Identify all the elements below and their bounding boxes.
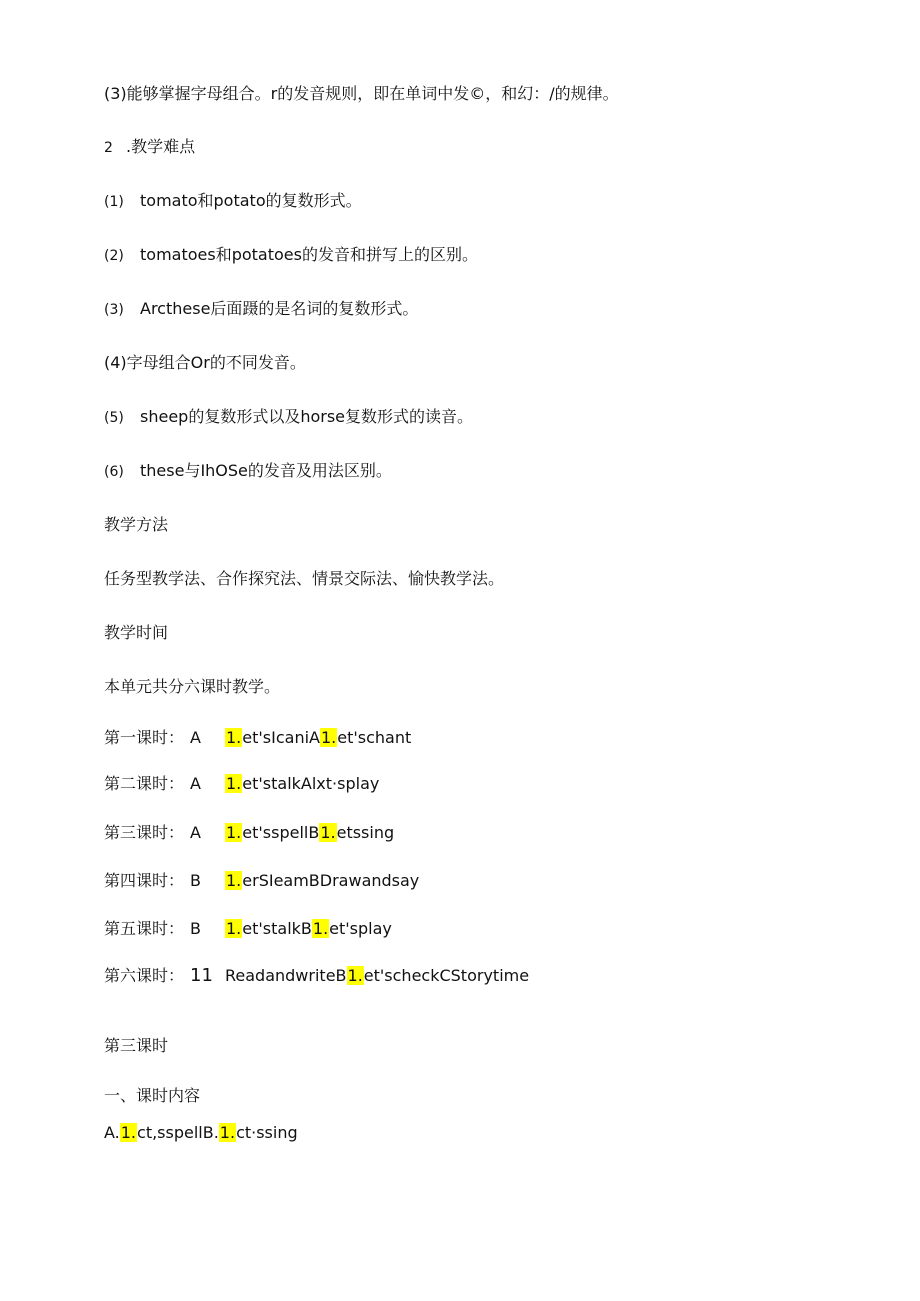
highlight-mark: 1. bbox=[226, 823, 242, 842]
highlight-mark: 1. bbox=[120, 1123, 137, 1142]
lesson-label: 第三课时： bbox=[104, 823, 185, 842]
time-text: 本单元共分六课时教学。 bbox=[104, 677, 281, 696]
lesson-row bbox=[104, 870, 419, 892]
difficulty-item-2 bbox=[104, 244, 478, 267]
lesson-row bbox=[104, 822, 394, 844]
difficulty-item-1 bbox=[104, 190, 362, 213]
lesson-text: et'splay bbox=[329, 919, 392, 938]
lesson-label: 第四课时： bbox=[104, 871, 185, 890]
time-title: 教学时间 bbox=[104, 623, 169, 642]
heading-difficulties bbox=[104, 136, 195, 159]
item-text: these与IhOSe的发音及用法区别。 bbox=[140, 461, 392, 480]
item-number: (5) bbox=[104, 410, 124, 426]
method-title: 教学方法 bbox=[104, 515, 169, 534]
content-text: ct,sspellB. bbox=[137, 1123, 219, 1142]
difficulty-item-5 bbox=[104, 406, 473, 429]
lesson-part: B bbox=[190, 919, 201, 938]
lesson-text: et'sspellB bbox=[242, 823, 320, 842]
highlight-mark: 1. bbox=[226, 774, 242, 793]
lesson-text: et'schant bbox=[337, 728, 412, 747]
content-text: ct·ssing bbox=[236, 1123, 298, 1142]
highlight-mark: 1. bbox=[312, 919, 329, 938]
lesson-label: 第二课时： bbox=[104, 774, 185, 793]
highlight-mark: 1. bbox=[320, 728, 337, 747]
objective-line-3: (3)能够掌握字母组合。r的发音规则，即在单词中发©，和幻：/的规律。 bbox=[104, 84, 619, 103]
lesson-part: A bbox=[190, 728, 201, 747]
lesson-text: et'stalkAlxt·splay bbox=[242, 774, 380, 793]
item-text: tomato和potato的复数形式。 bbox=[140, 191, 362, 210]
item-text: Arcthese后面蹑的是名词的复数形式。 bbox=[140, 299, 419, 318]
lesson-label: 第五课时： bbox=[104, 919, 185, 938]
lesson-row bbox=[104, 918, 392, 940]
lesson-text: ReadandwriteB bbox=[225, 966, 347, 985]
lesson-text: etssing bbox=[336, 823, 395, 842]
highlight-mark: 1. bbox=[347, 966, 363, 985]
lesson-text: et'sIcaniA bbox=[242, 728, 320, 747]
section-subtitle: 一、课时内容 bbox=[104, 1086, 201, 1105]
item-number: (3) bbox=[104, 302, 124, 318]
lesson-label: 第六课时： bbox=[104, 966, 185, 985]
highlight-mark: 1. bbox=[320, 823, 336, 842]
lesson-part: A bbox=[190, 823, 201, 842]
highlight-mark: 1. bbox=[226, 871, 242, 890]
item-text: tomatoes和potatoes的发音和拼写上的区别。 bbox=[140, 245, 478, 264]
method-text: 任务型教学法、合作探究法、情景交际法、愉快教学法。 bbox=[104, 569, 505, 588]
lesson-text: erSIeamBDrawandsay bbox=[242, 871, 420, 890]
item-number: (2) bbox=[104, 248, 124, 264]
lesson-row bbox=[104, 727, 411, 749]
highlight-mark: 1. bbox=[226, 919, 242, 938]
section-content bbox=[104, 1122, 298, 1144]
heading-text: .教学难点 bbox=[126, 137, 196, 156]
item-number: (1) bbox=[104, 194, 124, 210]
highlight-mark: 1. bbox=[219, 1123, 236, 1142]
lesson-text: et'stalkB bbox=[242, 919, 312, 938]
difficulty-item-3 bbox=[104, 298, 418, 321]
lesson-part: A bbox=[190, 774, 201, 793]
highlight-mark: 1. bbox=[226, 728, 242, 747]
content-prefix: A. bbox=[104, 1123, 120, 1142]
lesson-part: B bbox=[190, 871, 201, 890]
lesson-row bbox=[104, 965, 529, 987]
lesson-text: et'scheckCStorytime bbox=[363, 966, 530, 985]
difficulty-item-4: (4)字母组合Or的不同发音。 bbox=[104, 353, 306, 372]
lesson-row bbox=[104, 773, 379, 795]
difficulty-item-6 bbox=[104, 460, 392, 483]
lesson-part: 11 bbox=[190, 965, 213, 986]
item-number: (6) bbox=[104, 464, 124, 480]
lesson-label: 第一课时： bbox=[104, 728, 185, 747]
heading-number: 2 bbox=[104, 140, 113, 156]
section-title: 第三课时 bbox=[104, 1036, 169, 1055]
item-text: sheep的复数形式以及horse复数形式的读音。 bbox=[140, 407, 474, 426]
